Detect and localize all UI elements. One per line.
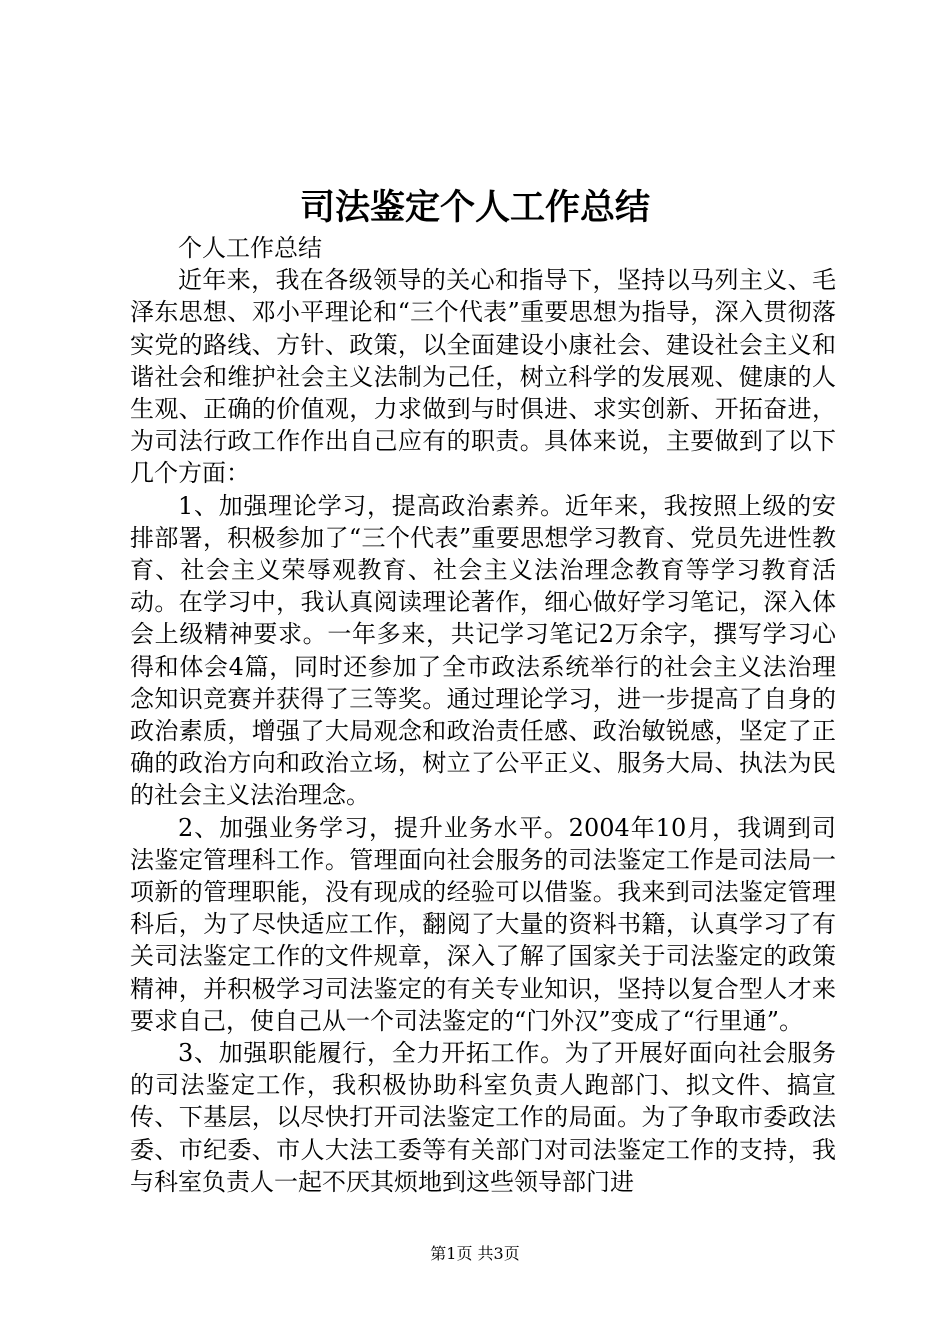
document-title: 司法鉴定个人工作总结 xyxy=(299,187,650,228)
section-1-paragraph: 1、加强理论学习，提高政治素养。近年来，我按照上级的安排部署，积极参加了“三个代表”重要思想学习教育、党员先进性教育、社会主义荣辱观教育、社会主义法治理念教育等学习教育活动。在学习中，我认真阅读理论著作，细心做好学习笔记，深入体会上级精神要求。一年多来，共记学习笔记2万余字，撰写学习心得和体会4篇，同时还参加了全市政法系统举行的社会主义法治理念知识竞赛并获得了三等奖。通过理论学习，进一步提高了自身的政治素质，增强了大局观念和政治责任感、政治敏锐感，坚定了正确的政治方向和政治立场，树立了公平正义、服务大局、执法为民的社会主义法治理念。 xyxy=(130,491,836,810)
section-3-paragraph: 3、加强职能履行，全力开拓工作。为了开展好面向社会服务的司法鉴定工作，我积极协助科室负责人跑部门、拟文件、搞宣传、下基层，以尽快打开司法鉴定工作的局面。为了争取市委政法委、市纪委、市人大法工委等有关部门对司法鉴定工作的支持，我与科室负责人一起不厌其烦地到这些领导部门进 xyxy=(130,1039,836,1196)
intro-paragraph: 近年来，我在各级领导的关心和指导下，坚持以马列主义、毛泽东思想、邓小平理论和“三个代表”重要思想为指导，深入贯彻落实党的路线、方针、政策，以全面建设小康社会、建设社会主义和谐社会和维护社会主义法制为己任，树立科学的发展观、健康的人生观、正确的价值观，力求做到与时俱进、求实创新、开拓奋进，为司法行政工作作出自己应有的职责。具体来说，主要做到了以下几个方面： xyxy=(130,266,836,488)
subtitle-paragraph: 个人工作总结 xyxy=(178,234,322,262)
page-number-footer: 第1页 共3页 xyxy=(430,1244,520,1263)
section-2-paragraph: 2、加强业务学习，提升业务水平。2004年10月，我调到司法鉴定管理科工作。管理面向社会服务的司法鉴定工作是司法局一项新的管理职能，没有现成的经验可以借鉴。我来到司法鉴定管理科后，为了尽快适应工作，翻阅了大量的资料书籍，认真学习了有关司法鉴定工作的文件规章，深入了解了国家关于司法鉴定的政策精神，并积极学习司法鉴定的有关专业知识，坚持以复合型人才来要求自己，使自己从一个司法鉴定的“门外汉”变成了“行里通”。 xyxy=(130,813,836,1035)
document-body xyxy=(130,232,836,1198)
